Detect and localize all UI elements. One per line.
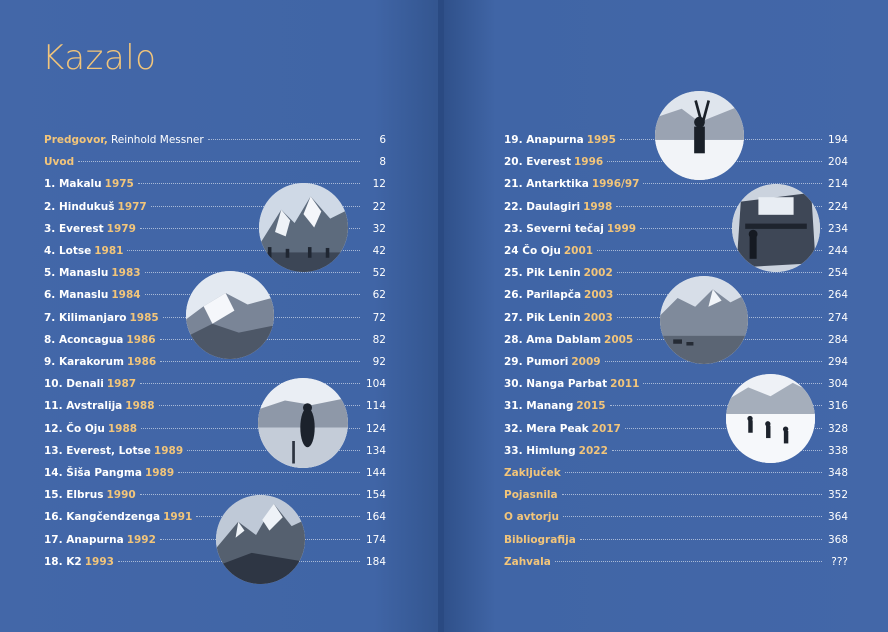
toc-entry-year: 1999 bbox=[606, 222, 637, 235]
toc-entry[interactable] bbox=[44, 467, 386, 483]
toc-entry-page: 144 bbox=[365, 467, 386, 479]
toc-entry-title: 14. Šiša Pangma bbox=[44, 467, 142, 479]
toc-entry-year: 1996 bbox=[573, 156, 604, 169]
toc-entry-title: 33. Himlung bbox=[504, 444, 576, 457]
toc-entry-year: 1996/97 bbox=[591, 178, 640, 191]
toc-entry-year: 2002 bbox=[583, 267, 613, 280]
toc-entry-year: 1975 bbox=[104, 178, 134, 191]
toc-entry-title: 23. Severni tečaj bbox=[504, 222, 604, 235]
page-title: Kazalo bbox=[42, 38, 157, 78]
toc-entry-year: 2001 bbox=[563, 245, 594, 257]
toc-entry-year: 1986 bbox=[126, 356, 157, 368]
toc-entry[interactable] bbox=[44, 556, 386, 572]
toc-entry-year: 2009 bbox=[571, 356, 601, 368]
toc-entry-page: 352 bbox=[827, 489, 848, 502]
toc-entry-page: 224 bbox=[827, 200, 848, 213]
toc-entry-title: 19. Anapurna bbox=[504, 134, 584, 146]
book-gutter bbox=[438, 0, 444, 632]
toc-entry-year: 1988 bbox=[125, 400, 155, 413]
toc-entry-page: 124 bbox=[365, 422, 386, 435]
toc-entry-page: 244 bbox=[827, 245, 848, 257]
toc-entry-year: 1983 bbox=[111, 267, 141, 280]
toc-entry[interactable] bbox=[44, 534, 386, 550]
toc-entry-year: 2017 bbox=[591, 422, 621, 435]
toc-entry-page: ??? bbox=[831, 555, 848, 568]
toc-entry-page: 338 bbox=[827, 444, 848, 457]
toc-entry-page: 154 bbox=[365, 489, 386, 502]
toc-entry-year: 1998 bbox=[583, 200, 613, 213]
toc-entry-title: Bibliografija bbox=[504, 533, 576, 546]
toc-entry-page: 214 bbox=[827, 178, 848, 191]
toc-entry-title: 11. Avstralija bbox=[44, 400, 123, 413]
toc-entry-title: 21. Antarktika bbox=[504, 178, 589, 191]
photo-kangchenjunga bbox=[216, 495, 305, 584]
toc-entry-page: 6 bbox=[379, 134, 386, 146]
toc-entry-title: Pojasnila bbox=[504, 489, 558, 502]
toc-entry-year: 2003 bbox=[583, 311, 613, 324]
toc-entry-year: 1987 bbox=[106, 378, 137, 391]
toc-entry-year: 1985 bbox=[129, 311, 159, 324]
toc-entry[interactable] bbox=[504, 534, 848, 550]
toc-entry-title: 5. Manaslu bbox=[44, 267, 109, 280]
toc-entry-title: 13. Everest, Lotse bbox=[44, 444, 151, 457]
toc-entry-title: Zaključek bbox=[504, 467, 561, 479]
photo-climber-glacier bbox=[258, 378, 348, 468]
toc-entry-year: 1986 bbox=[126, 333, 156, 346]
toc-entry-title: 25. Pik Lenin bbox=[504, 267, 581, 280]
toc-entry[interactable] bbox=[44, 356, 386, 372]
toc-entry[interactable] bbox=[44, 134, 386, 150]
photo-makalu-mountain bbox=[259, 183, 348, 272]
toc-entry-page: 274 bbox=[827, 311, 848, 324]
toc-entry-page: 316 bbox=[827, 400, 848, 413]
toc-entry-page: 294 bbox=[827, 356, 848, 368]
dot-leader bbox=[145, 272, 360, 273]
toc-entry[interactable] bbox=[44, 178, 386, 194]
toc-entry-year: 2005 bbox=[604, 333, 634, 346]
toc-entry-title: 31. Manang bbox=[504, 400, 574, 413]
toc-entry-year: 2015 bbox=[576, 400, 606, 413]
toc-entry[interactable] bbox=[44, 156, 386, 172]
toc-entry-year: 2011 bbox=[610, 378, 640, 391]
toc-entry[interactable] bbox=[44, 511, 386, 527]
photo-antarctic-ship bbox=[732, 184, 820, 272]
toc-entry-page: 254 bbox=[827, 267, 848, 280]
toc-entry-title: Predgovor, bbox=[44, 134, 108, 146]
toc-entry[interactable] bbox=[504, 489, 848, 505]
dot-leader bbox=[617, 272, 822, 273]
photo-skier-summit bbox=[655, 91, 744, 180]
toc-entry-page: 8 bbox=[379, 156, 386, 169]
toc-entry-year: 2003 bbox=[584, 289, 614, 302]
dot-leader bbox=[208, 139, 360, 140]
toc-entry[interactable] bbox=[504, 511, 848, 527]
toc-entry-page: 104 bbox=[365, 378, 386, 391]
toc-entry-title: 26. Parilapča bbox=[504, 289, 582, 302]
dot-leader bbox=[138, 183, 360, 184]
toc-entry-page: 92 bbox=[372, 356, 386, 368]
dot-leader bbox=[178, 472, 360, 473]
toc-entry-year: 1977 bbox=[117, 200, 147, 213]
toc-entry-year: 1993 bbox=[84, 555, 114, 568]
toc-entry-title: 30. Nanga Parbat bbox=[504, 378, 608, 391]
toc-entry-page: 184 bbox=[365, 555, 386, 568]
toc-entry[interactable] bbox=[504, 556, 848, 572]
toc-entry-page: 284 bbox=[827, 333, 848, 346]
toc-entry-title: 17. Anapurna bbox=[44, 533, 124, 546]
toc-entry-title: 29. Pumori bbox=[504, 356, 569, 368]
toc-entry-page: 304 bbox=[827, 378, 848, 391]
dot-leader bbox=[555, 561, 822, 562]
photo-climbers-snow bbox=[726, 374, 815, 463]
toc-entry-year: 1991 bbox=[163, 511, 193, 524]
dot-leader bbox=[140, 494, 360, 495]
toc-entry-year: 1990 bbox=[106, 489, 136, 502]
toc-entry-year: 1981 bbox=[94, 245, 124, 257]
toc-entry-title: 18. K2 bbox=[44, 555, 82, 568]
toc-entry-title: 20. Everest bbox=[504, 156, 571, 169]
toc-entry-page: 42 bbox=[372, 245, 386, 257]
toc-entry-title: 15. Elbrus bbox=[44, 489, 104, 502]
toc-entry-title: 32. Mera Peak bbox=[504, 422, 589, 435]
toc-entry-year: 1979 bbox=[106, 222, 136, 235]
toc-entry-page: 264 bbox=[827, 289, 848, 302]
toc-entry-year: 1988 bbox=[107, 422, 138, 435]
toc-entry-year: 2022 bbox=[578, 444, 608, 457]
toc-entry-title: Zahvala bbox=[504, 555, 551, 568]
toc-entry-title: 2. Hindukuš bbox=[44, 200, 115, 213]
toc-entry-page: 194 bbox=[827, 134, 848, 146]
toc-entry-title: Uvod bbox=[44, 156, 75, 169]
toc-entry-page: 348 bbox=[827, 467, 848, 479]
dot-leader bbox=[562, 494, 822, 495]
toc-entry-page: 328 bbox=[827, 422, 848, 435]
toc-entry-title: 1. Makalu bbox=[44, 178, 102, 191]
toc-entry-page: 72 bbox=[372, 311, 386, 324]
toc-entry-title: 28. Ama Dablam bbox=[504, 333, 602, 346]
toc-entry[interactable] bbox=[504, 356, 848, 372]
dot-leader bbox=[643, 183, 822, 184]
toc-entry-year: 1984 bbox=[111, 289, 141, 302]
toc-entry-page: 204 bbox=[827, 156, 848, 169]
toc-entry-page: 114 bbox=[365, 400, 386, 413]
toc-entry-page: 234 bbox=[827, 222, 848, 235]
toc-entry-title: 24 Čo Oju bbox=[504, 245, 561, 257]
toc-entry-page: 134 bbox=[365, 444, 386, 457]
toc-entry-page: 12 bbox=[372, 178, 386, 191]
toc-entry-page: 32 bbox=[372, 222, 386, 235]
toc-entry-title: 16. Kangčendzenga bbox=[44, 511, 161, 524]
toc-entry-title: 4. Lotse bbox=[44, 245, 92, 257]
toc-entry-title: 7. Kilimanjaro bbox=[44, 311, 127, 324]
photo-manaslu-ridge bbox=[186, 271, 274, 359]
dot-leader bbox=[78, 161, 360, 162]
toc-entry-title: 12. Čo Oju bbox=[44, 422, 105, 435]
toc-entry-page: 174 bbox=[365, 533, 386, 546]
toc-entry-page: 22 bbox=[372, 200, 386, 213]
toc-entry-title: 27. Pik Lenin bbox=[504, 311, 581, 324]
toc-entry-year: 1989 bbox=[153, 444, 184, 457]
toc-entry-page: 52 bbox=[372, 267, 386, 280]
toc-entry-page: 82 bbox=[372, 333, 386, 346]
toc-entry-title: 10. Denali bbox=[44, 378, 104, 391]
toc-entry[interactable] bbox=[504, 267, 848, 283]
dot-leader bbox=[580, 539, 822, 540]
toc-entry-title: 9. Karakorum bbox=[44, 356, 124, 368]
toc-entry[interactable] bbox=[44, 489, 386, 505]
toc-entry-year: 1992 bbox=[126, 533, 156, 546]
toc-entry-title: 3. Everest bbox=[44, 222, 104, 235]
dot-leader bbox=[563, 516, 822, 517]
toc-entry-year: 1989 bbox=[144, 467, 175, 479]
toc-entry-page: 364 bbox=[827, 511, 848, 524]
toc-entry-author: Reinhold Messner bbox=[110, 134, 204, 146]
toc-entry-page: 164 bbox=[365, 511, 386, 524]
toc-entry-page: 368 bbox=[827, 533, 848, 546]
toc-entry-title: 8. Aconcagua bbox=[44, 333, 124, 346]
toc-entry[interactable] bbox=[504, 467, 848, 483]
toc-entry-title: O avtorju bbox=[504, 511, 559, 524]
toc-entry-title: 6. Manaslu bbox=[44, 289, 109, 302]
photo-pamir-valley bbox=[660, 276, 748, 364]
dot-leader bbox=[160, 361, 360, 362]
dot-leader bbox=[565, 472, 822, 473]
toc-entry-title: 22. Daulagiri bbox=[504, 200, 581, 213]
toc-entry-page: 62 bbox=[372, 289, 386, 302]
toc-entry-year: 1995 bbox=[586, 134, 616, 146]
